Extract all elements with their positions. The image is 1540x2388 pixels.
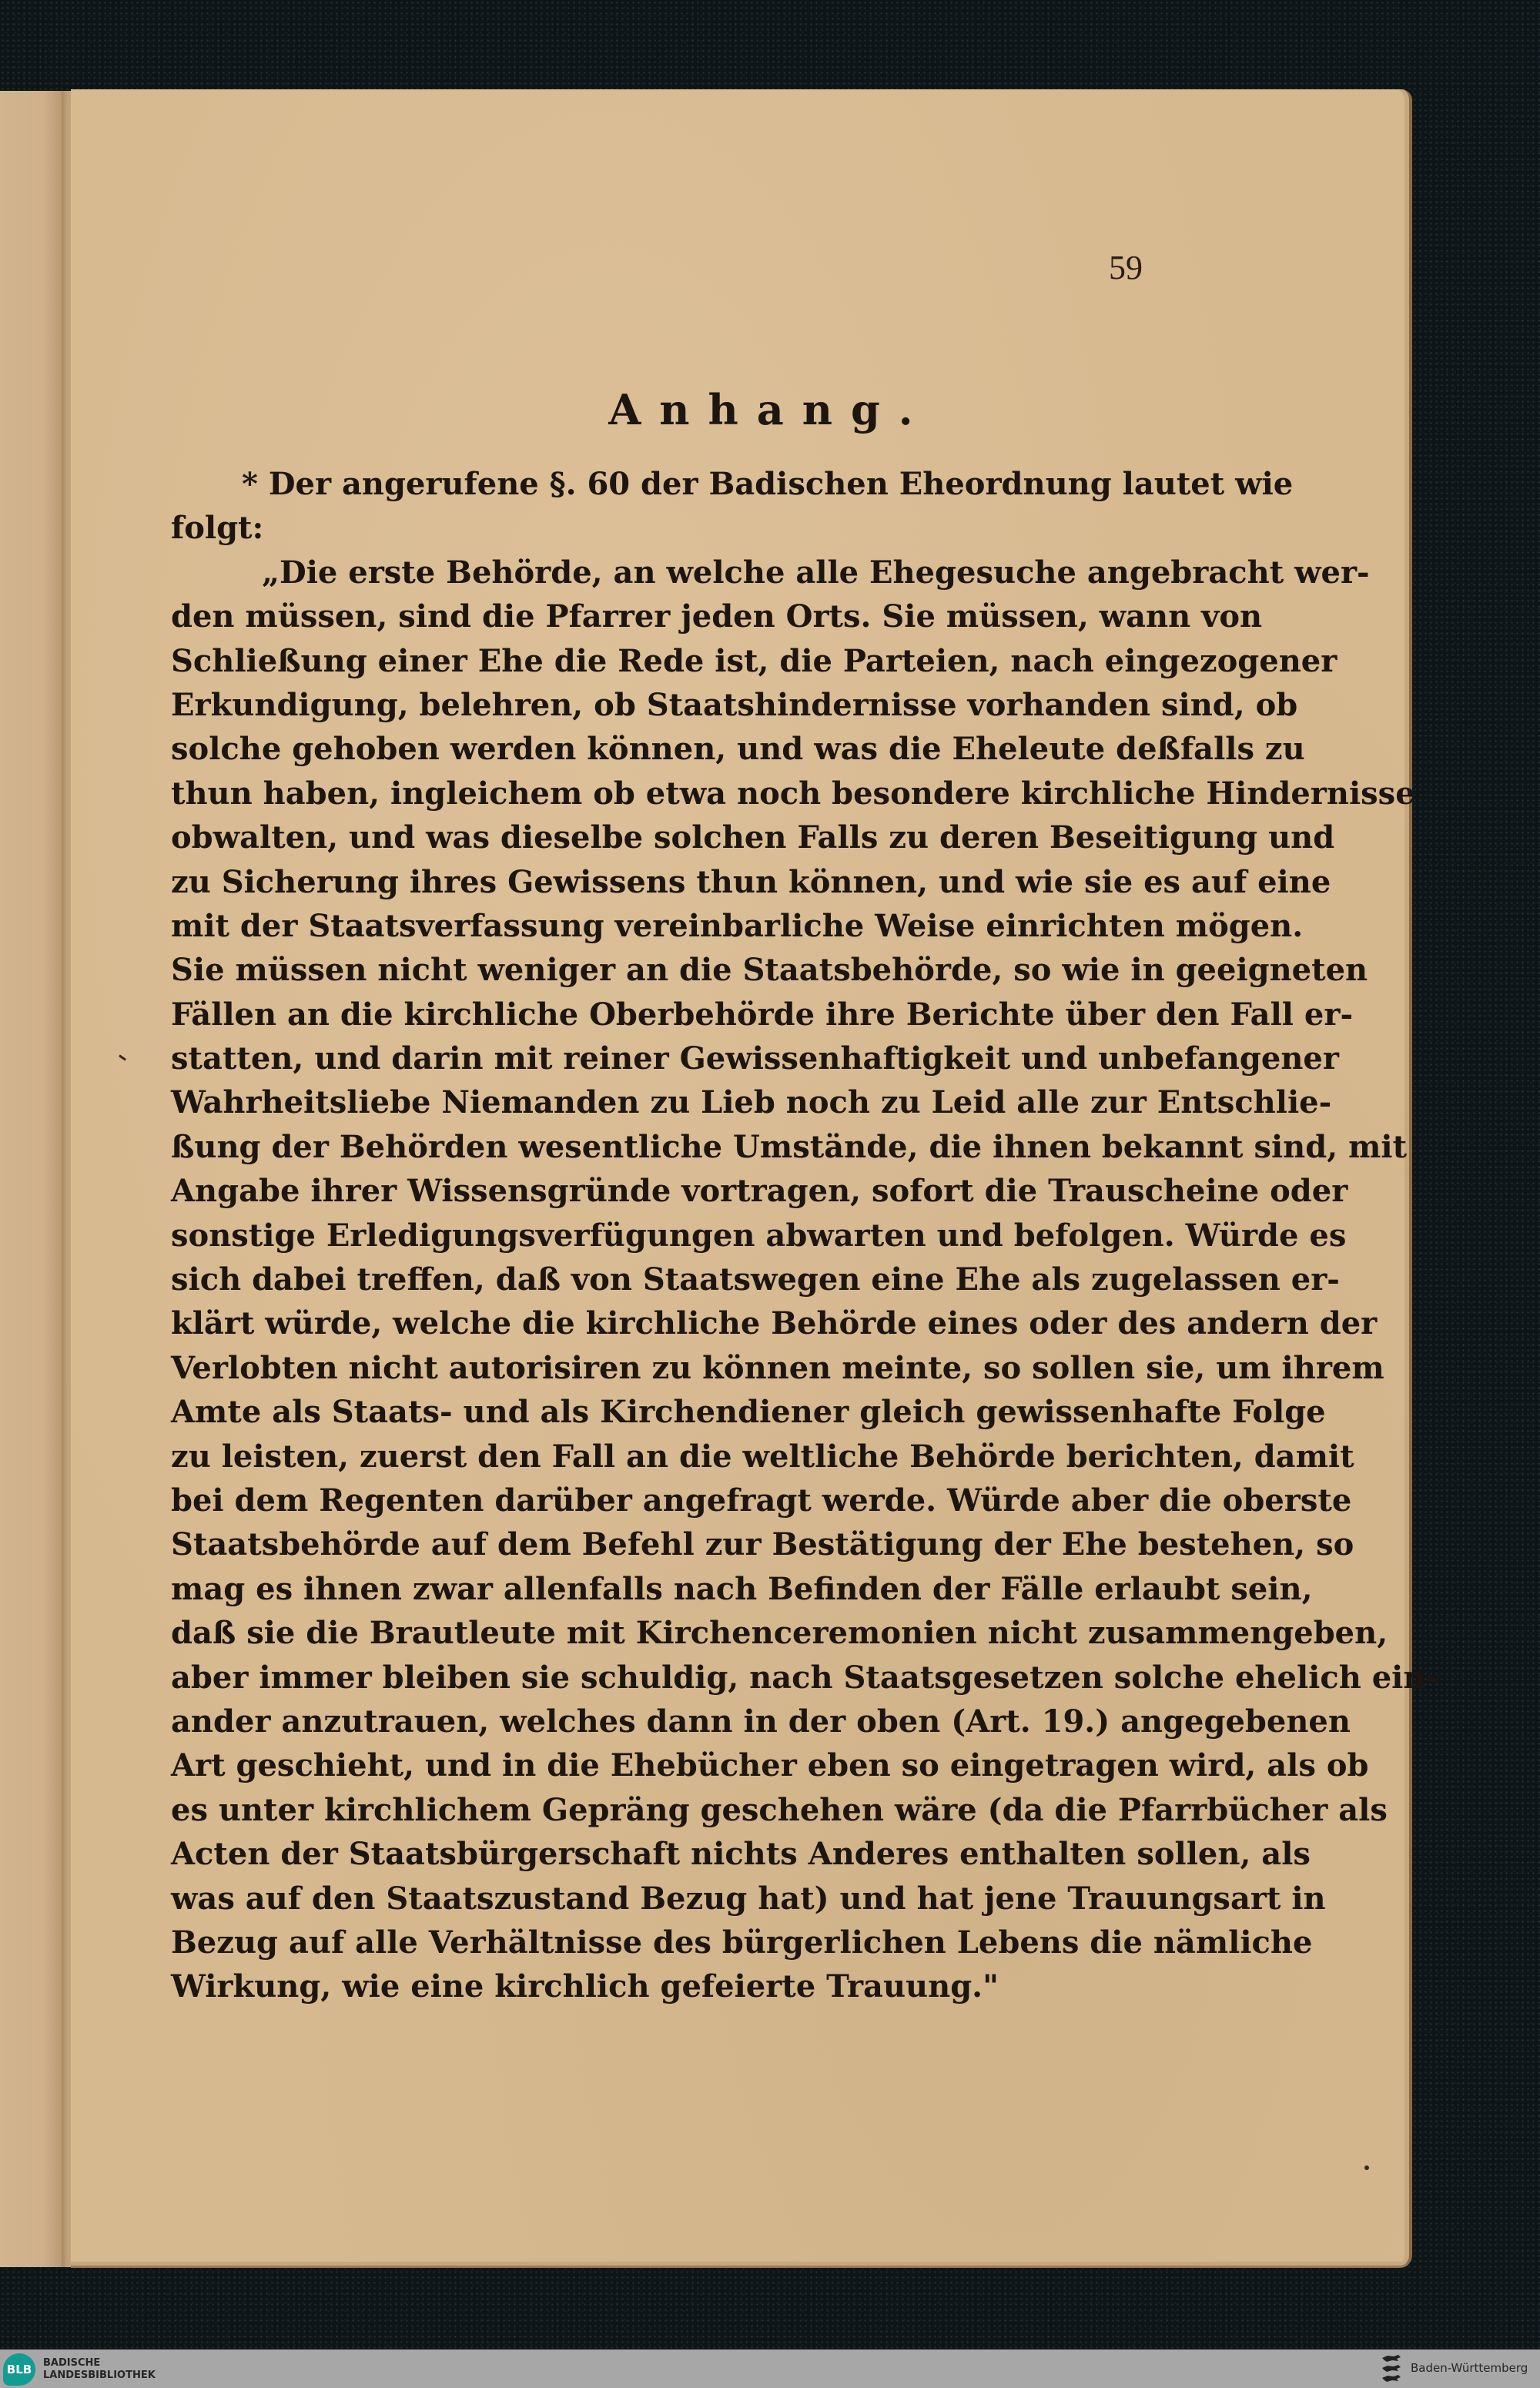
text-line: Acten der Staatsbürgerschaft nichts Anderes enthalten sollen, als (171, 1836, 1311, 1873)
text-line: mit der Staatsverfassung vereinbarliche Weise einrichten mögen. (171, 907, 1304, 944)
text-line: Schließung einer Ehe die Rede ist, die Parteien, nach eingezogener (171, 642, 1337, 679)
text-line: Amte als Staats- und als Kirchendiener gleich gewissenhafte Folge (171, 1394, 1326, 1431)
text-line: daß sie die Brautleute mit Kirchenceremonien nicht zusammengeben, (171, 1615, 1388, 1652)
text-line: mag es ihnen zwar allenfalls nach Befinden der Fälle erlaubt sein, (171, 1570, 1313, 1607)
text-line: Wahrheitsliebe Niemanden zu Lieb noch zu Leid alle zur Entschlie- (171, 1084, 1332, 1121)
text-line: * Der angerufene §. 60 der Badischen Eheordnung lautet wie (242, 466, 1294, 502)
text-line: thun haben, ingleichem ob etwa noch besondere kirchliche Hindernisse (171, 775, 1415, 812)
text-line: Angabe ihrer Wissensgründe vortragen, sofort die Trauscheine oder (171, 1173, 1348, 1210)
footer-bar (0, 2349, 1540, 2388)
body-text (171, 462, 1439, 2009)
paper-speck (1364, 2165, 1369, 2170)
text-line: Fällen an die kirchliche Oberbehörde ihre Berichte über den Fall er- (171, 996, 1354, 1033)
text-line: zu leisten, zuerst den Fall an die weltliche Behörde berichten, damit (171, 1438, 1354, 1475)
three-lions-crest-icon (1380, 2353, 1403, 2384)
text-line: Wirkung, wie eine kirchlich gefeierte Trauung." (171, 1968, 999, 2005)
state-name[interactable]: Baden-Württemberg (1411, 2361, 1528, 2375)
text-line: es unter kirchlichem Gepräng geschehen wäre (da die Pfarrbücher als (171, 1791, 1388, 1828)
text-line: folgt: (171, 510, 264, 547)
blb-logo-icon[interactable]: BLB (3, 2353, 35, 2386)
lion-shapes (1380, 2353, 1403, 2384)
library-name[interactable] (43, 2357, 156, 2382)
text-line: statten, und darin mit reiner Gewissenhaftigkeit und unbefangener (171, 1040, 1339, 1077)
text-line: Bezug auf alle Verhältnisse des bürgerlichen Lebens die nämliche (171, 1924, 1313, 1961)
text-line: Art geschieht, und in die Ehebücher eben so eingetragen wird, als ob (171, 1747, 1369, 1784)
library-name-line2: LANDESBIBLIOTHEK (43, 2370, 156, 2381)
text-line: solche gehoben werden können, und was die Eheleute deßfalls zu (171, 731, 1305, 768)
page-number: 59 (1109, 249, 1143, 286)
text-line: Staatsbehörde auf dem Befehl zur Bestätigung der Ehe bestehen, so (171, 1526, 1354, 1563)
text-line: sonstige Erledigungsverfügungen abwarten und befolgen. Würde es (171, 1217, 1347, 1254)
text-line: klärt würde, welche die kirchliche Behörde eines oder des andern der (171, 1305, 1378, 1342)
text-line: obwalten, und was dieselbe solchen Falls zu deren Beseitigung und (171, 819, 1335, 856)
text-line: ander anzutrauen, welches dann in der oben (Art. 19.) angegebenen (171, 1703, 1351, 1740)
text-line: den müssen, sind die Pfarrer jeden Orts. Sie müssen, wann von (171, 598, 1263, 635)
text-line: aber immer bleiben sie schuldig, nach Staatsgesetzen solche ehelich ein- (171, 1659, 1439, 1696)
text-line: ßung der Behörden wesentliche Umstände, die ihnen bekannt sind, mit (171, 1128, 1408, 1165)
text-line: „Die erste Behörde, an welche alle Ehegesuche angebracht wer- (262, 554, 1370, 591)
text-line: Erkundigung, belehren, ob Staatshindernisse vorhanden sind, ob (171, 686, 1298, 723)
text-line: was auf den Staatszustand Bezug hat) und hat jene Trauungsart in (171, 1880, 1326, 1917)
text-line: Verlobten nicht autorisiren zu können meinte, so sollen sie, um ihrem (171, 1349, 1384, 1386)
text-line: bei dem Regenten darüber angefragt werde. Würde aber die oberste (171, 1482, 1352, 1519)
library-name-line1: BADISCHE (43, 2357, 101, 2369)
text-line: sich dabei treffen, daß von Staatswegen eine Ehe als zugelassen er- (171, 1261, 1340, 1298)
text-line: zu Sicherung ihres Gewissens thun können, und wie sie es auf eine (171, 863, 1331, 900)
section-heading: Anhang. (608, 385, 932, 434)
text-line: Sie müssen nicht weniger an die Staatsbehörde, so wie in geeigneten (171, 952, 1368, 989)
